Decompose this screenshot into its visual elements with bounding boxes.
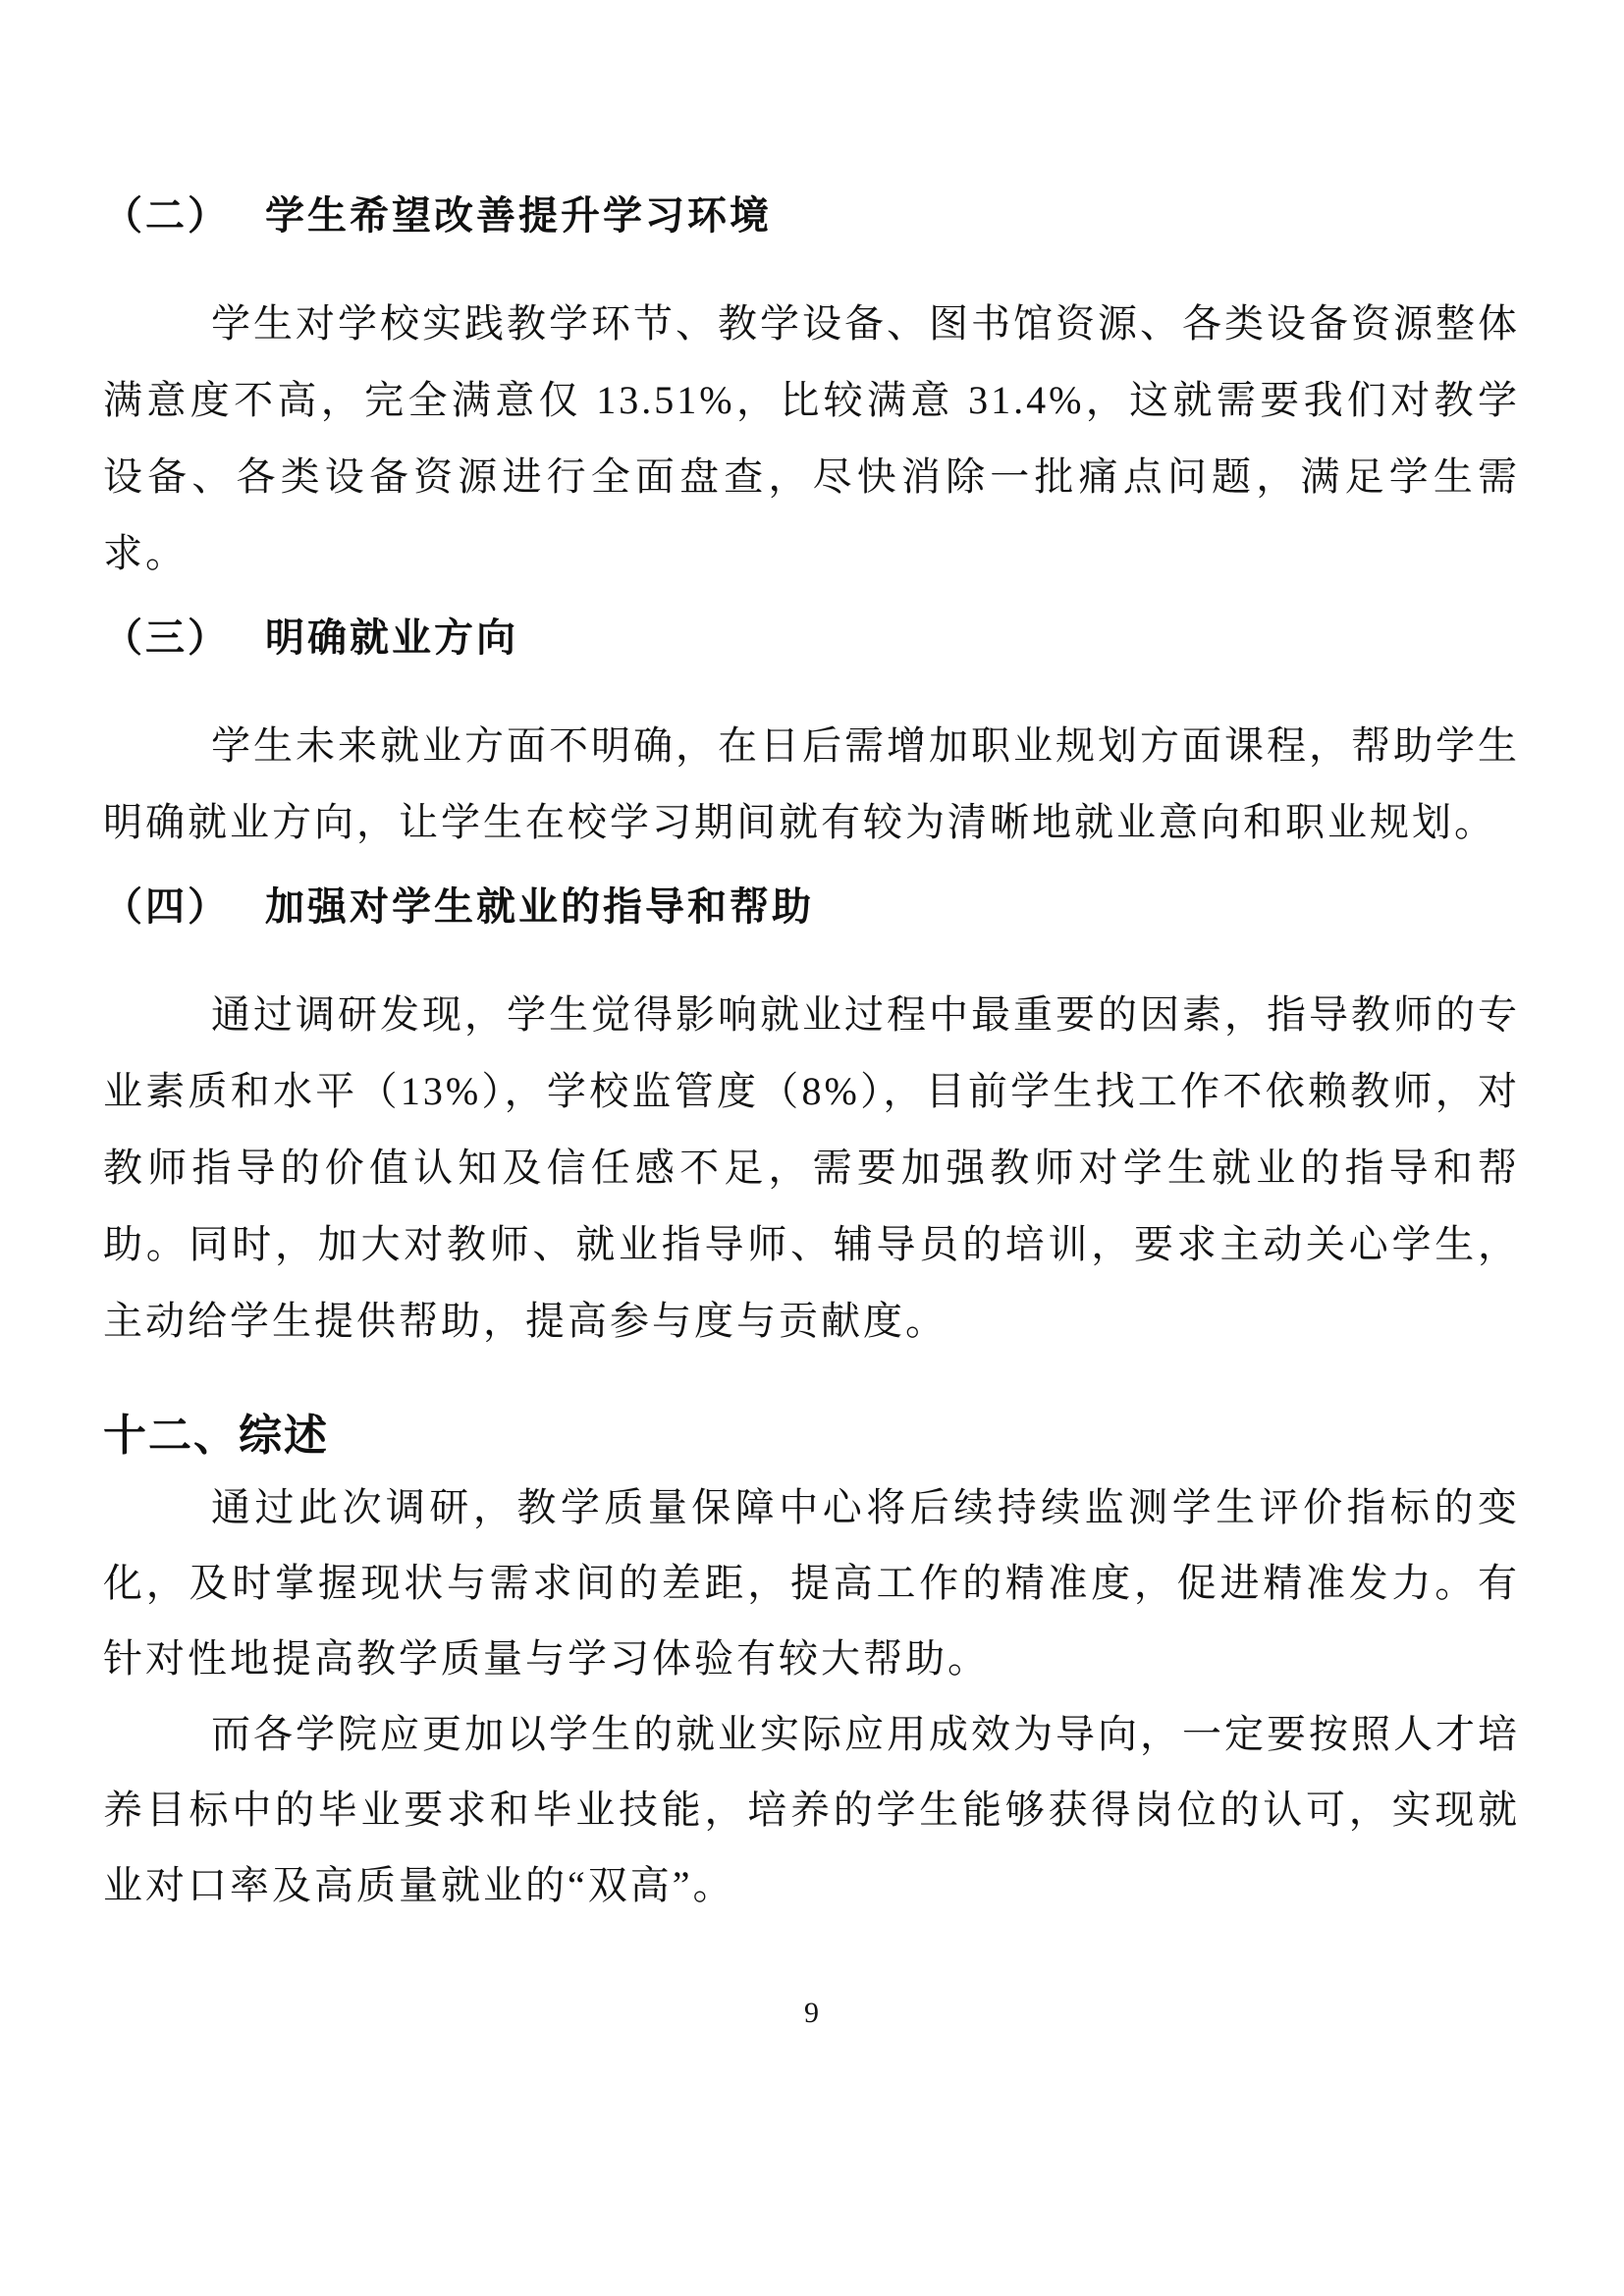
page-number: 9 [804,1997,819,2029]
heading-section-4: （四） 加强对学生就业的指导和帮助 [103,884,814,929]
heading-section-2: （二） 学生希望改善提升学习环境 [103,193,772,238]
paragraph-summary-colleges: 而各学院应更加以学生的就业实际应用成效为导向，一定要按照人才培养目标中的毕业要求和毕业技能，培养的学生能够获得岗位的认可，实现就业对口率及高质量就业的“双高”。 [103,1712,1520,1907]
paragraph-learning-environment: 学生对学校实践教学环节、教学设备、图书馆资源、各类设备资源整体满意度不高，完全满意仅 13.51%，比较满意 31.4%，这就需要我们对教学设备、各类设备资源进行全面盘查，尽快消除一批痛点问题，满足学生需求。 [103,301,1520,575]
paragraph-career-direction: 学生未来就业方面不明确，在日后需增加职业规划方面课程，帮助学生明确就业方向，让学生在校学习期间就有较为清晰地就业意向和职业规划。 [103,723,1520,844]
paragraph-career-guidance: 通过调研发现，学生觉得影响就业过程中最重要的因素，指导教师的专业素质和水平（13%），学校监管度（8%），目前学生找工作不依赖教师，对教师指导的价值认知及信任感不足，需要加强教师对学生就业的指导和帮助。同时，加大对教师、就业指导师、辅导员的培训，要求主动关心学生，主动给学生提供帮助，提高参与度与贡献度。 [103,992,1520,1343]
paragraph-summary-monitoring: 通过此次调研，教学质量保障中心将后续持续监测学生评价指标的变化，及时掌握现状与需求间的差距，提高工作的精准度，促进精准发力。有针对性地提高教学质量与学习体验有较大帮助。 [103,1485,1520,1681]
heading-section-3: （三） 明确就业方向 [103,615,518,660]
heading-summary: 十二、综述 [103,1412,329,1460]
